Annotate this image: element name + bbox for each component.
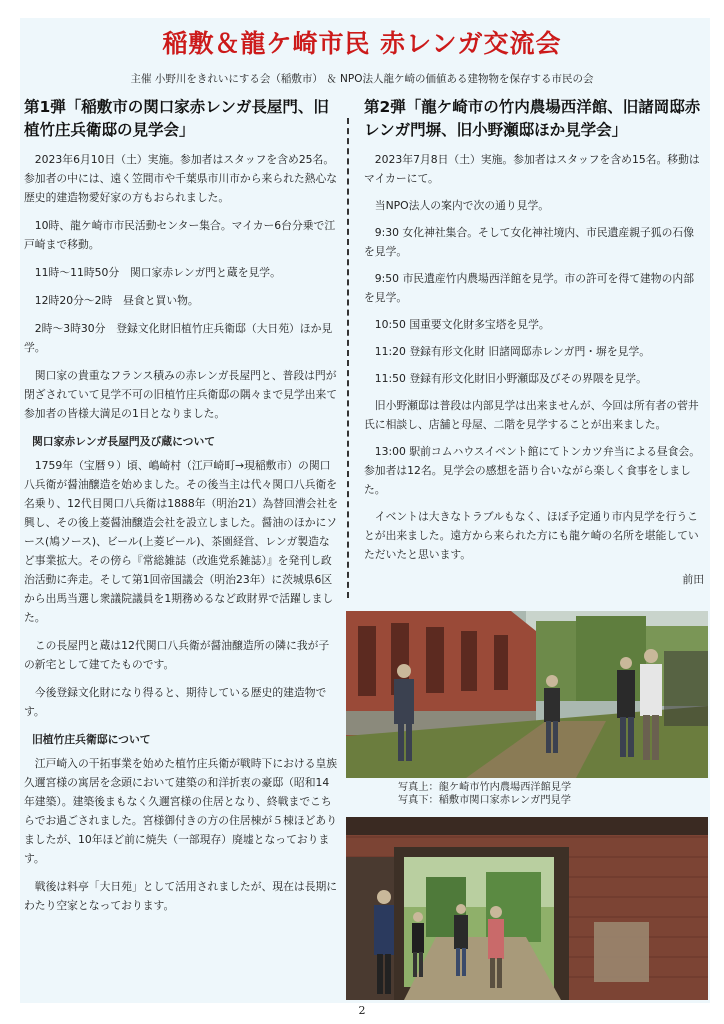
page-number: 2 (358, 1004, 366, 1017)
section-heading: 関口家赤レンガ長屋門及び蔵について (32, 435, 216, 448)
paragraph: 12時20分～2時 昼食と買い物。 (34, 294, 199, 307)
paragraph: イベントは大きなトラブルもなく、ほぼ予定通り市内見学を行うことが出来ました。遠方から来られた方にも龍ケ崎の名所を堪能していただいたと思います。 (364, 510, 699, 561)
event1-heading: 第1弾「稲敷市の関口家赤レンガ長屋門、旧植竹庄兵衛邸の見学会」 (24, 98, 329, 139)
paragraph: 9:30 女化神社集合。そして女化神社境内、市民遺産親子狐の石像を見学。 (364, 226, 694, 258)
paragraph: 11:50 登録有形文化財旧小野瀬邸及びその界隈を見学。 (374, 372, 647, 385)
left-column (24, 96, 340, 924)
paragraph: 今後登録文化財になり得ると、期待している歴史的建造物です。 (24, 686, 327, 718)
paragraph: この長屋門と蔵は12代関口八兵衛が醤油醸造所の隣に我が子の新宅として建てたものです。 (24, 639, 330, 671)
paragraph: 関口家の貴重なフランス積みの赤レンガ長屋門と、普段は門が閉ざされていて見学不可の旧植竹庄兵衛邸の隅々まで見学出来て参加者の皆様大満足の1日となりました。 (24, 369, 338, 420)
event2-heading: 第2弾「龍ケ崎市の竹内農場西洋館、旧諸岡邸赤レンガ門塀、旧小野瀬邸ほか見学会」 (364, 98, 701, 139)
photo-illustration (346, 817, 708, 1000)
photo-captions (398, 781, 708, 807)
paragraph: 10:50 国重要文化財多宝塔を見学。 (374, 318, 550, 331)
paragraph: 11:20 登録有形文化財 旧諸岡邸赤レンガ門・塀を見学。 (374, 345, 651, 358)
paragraph: 2023年6月10日（土）実施。参加者はスタッフを含め25名。参加者の中には、遠く笠間市や千葉県市川市から来られた熱心な歴史的建造物愛好家の方もおられました。 (24, 153, 338, 204)
organizers-line: 主催 小野川をきれいにする会（稲敷市） ＆ NPO法人龍ケ崎の価値ある建物物を保存する市民の会 (130, 73, 594, 85)
author-signature: 前田 (682, 573, 704, 586)
paragraph: 2023年7月8日（土）実施。参加者はスタッフを含め15名。移動はマイカーにて。 (364, 153, 700, 185)
paragraph: 2時～3時30分 登録文化財旧植竹庄兵衛邸（大日苑）ほか見学。 (24, 322, 333, 354)
page-title: 稲敷＆龍ケ崎市民 赤レンガ交流会 (162, 29, 562, 58)
paragraph: 10時、龍ケ崎市市民活動センター集合。マイカー6台分乗で江戸崎まで移動。 (24, 219, 336, 251)
right-column (364, 96, 704, 587)
paragraph: 当NPO法人の案内で次の通り見学。 (374, 199, 550, 212)
photo-sekiguchi-gate-visit (346, 817, 708, 1000)
caption-top: 写真上：龍ケ崎市竹内農場西洋館見学 (398, 782, 572, 793)
photo-takeuchi-farm-visit (346, 611, 708, 778)
paragraph: 江戸崎入の干拓事業を始めた植竹庄兵衛が戦時下における皇族久邇宮様の寓居を念頭において建築の和洋折衷の豪邸（昭和14年建築）。建築後まもなく久邇宮様の住居となり、終戦までこちらでお過ごされました。宮様御付きの方の住居棟が５棟ほどありましたが、10年ほど前に焼失（一部現存）廃墟となっております。 (24, 757, 338, 865)
section-heading: 旧植竹庄兵衛邸について (32, 733, 151, 746)
paragraph: 13:00 駅前コムハウスイベント館にてトンカツ弁当による昼食会。参加者は12名。見学会の感想を語り合いながら楽しく食事をしました。 (364, 445, 701, 496)
photo-illustration (346, 611, 708, 778)
paragraph: 旧小野瀬邸は普段は内部見学は出来ませんが、今回は所有者の菅井氏に相談し、店舗と母屋、二階を見学することが出来ました。 (364, 399, 699, 431)
column-divider (347, 118, 349, 598)
paragraph: 9:50 市民遺産竹内農場西洋館を見学。市の許可を得て建物の内部を見学。 (364, 272, 694, 304)
paragraph: 11時～11時50分 関口家赤レンガ門と蔵を見学。 (34, 266, 281, 279)
paragraph: 1759年（宝暦９）頃、嶋崎村（江戸崎町→現稲敷市）の関口八兵衛が醤油醸造を始めました。その後当主は代々関口八兵衛を名乗り、12代目関口八兵衛は1888年（明治21）為替回漕会社を興し、その後上菱醤油醸造会社を設立しました。醤油のほかにソース(鳩ソース)、ビール(上菱ビール)、茶園経営、レンガ製造など事業拡大。その傍ら『常総雑誌（改進党系雑誌）』を発刊し政治活動に奔走。そして第1回帝国議会（明治23年）に茨城県6区から出馬当選し衆議院議員を1期務めるなど政財界で活躍しました。 (24, 459, 339, 624)
paragraph: 戦後は料亭「大日苑」として活用されましたが、現在は長期にわたり空家となっております。 (24, 880, 338, 912)
caption-bottom: 写真下：稲敷市関口家赤レンガ門見学 (398, 795, 571, 806)
